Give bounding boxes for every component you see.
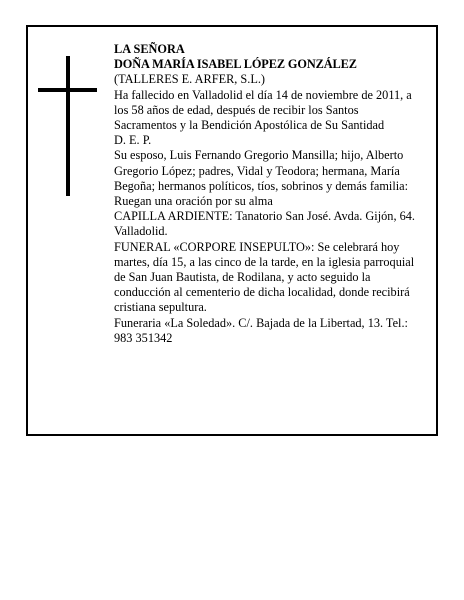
family-members: Su esposo, Luis Fernando Gregorio Mansilla; hijo, Alberto Gregorio López; padres, Vidal y Teodora; hermana, María Begoña; hermanos políticos, tíos, sobrinos y demás familia: [114, 148, 409, 193]
company-name: (TALLERES E. ARFER, S.L.) [114, 72, 266, 87]
deceased-name: DOÑA MARÍA ISABEL LÓPEZ GONZÁLEZ [114, 57, 357, 72]
cross-horizontal-bar [38, 88, 97, 92]
funeral-info: FUNERAL «CORPORE INSEPULTO»: Se celebrará hoy martes, día 15, a las cinco de la tarde, en la iglesia parroquial de San Juan Bautista, de Rodilana, y acto seguido la conducción al cementerio de dicha localidad, donde recibirá cristiana sepultura. [114, 239, 415, 315]
funeral-home-info: Funeraria «La Soledad». C/. Bajada de la Libertad, 13. Tel.: 983 351342 [114, 315, 408, 345]
death-announcement: Ha fallecido en Valladolid el día 14 de noviembre de 2011, a los 58 años de edad, después de recibir los Santos Sacramentos y la Bendición Apostólica de Su Santidad [114, 87, 412, 133]
notice-title: LA SEÑORA [114, 42, 185, 56]
prayer-request: Ruegan una oración por su alma [114, 194, 273, 209]
obituary-text [114, 42, 424, 346]
chapel-info: CAPILLA ARDIENTE: Tanatorio San José. Avda. Gijón, 64. Valladolid. [114, 209, 415, 239]
latin-cross-icon [38, 56, 97, 196]
cross-vertical-bar [66, 56, 70, 196]
rest-in-peace: D. E. P. [114, 133, 152, 148]
